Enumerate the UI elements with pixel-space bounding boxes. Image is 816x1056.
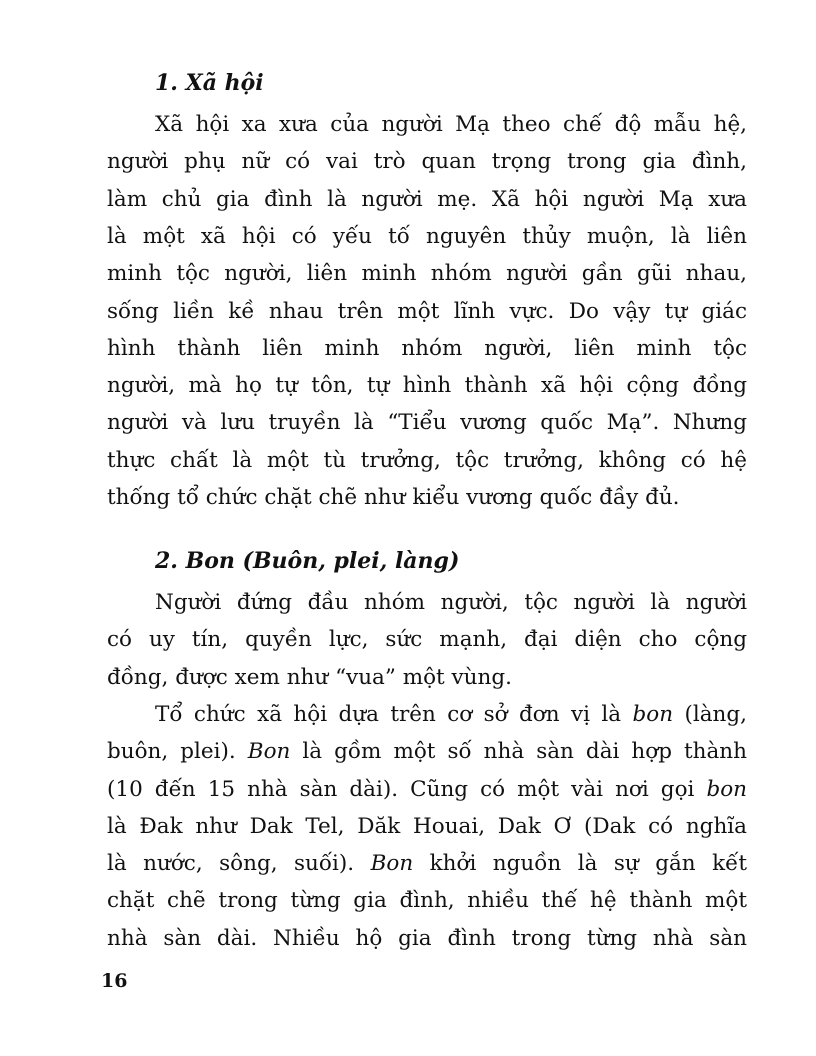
text-segment: khởi nguồn là sự gắn kết	[413, 851, 747, 877]
text-segment: hình thành liên minh nhóm người, liên minh tộc	[107, 335, 747, 361]
section-heading: 2. Bon (Buôn, plei, làng)	[155, 548, 460, 574]
text-line	[107, 147, 747, 177]
text-segment: (làng,	[673, 701, 747, 727]
text-segment: buôn, plei).	[107, 739, 248, 765]
text-segment: người và lưu truyền là “Tiểu vương quốc Mạ”. Nhưng	[107, 410, 747, 436]
text-segment: có uy tín, quyền lực, sức mạnh, đại diện cho cộng	[107, 627, 747, 653]
text-line	[107, 663, 747, 693]
text-segment: chặt chẽ trong từng gia đình, nhiều thế hệ thành một	[107, 888, 747, 914]
text-line	[107, 222, 747, 252]
text-line	[107, 446, 747, 476]
text-segment: người phụ nữ có vai trò quan trọng trong gia đình,	[107, 149, 747, 175]
text-line	[107, 886, 747, 916]
text-segment: đồng, được xem như “vua” một vùng.	[107, 664, 512, 690]
text-line	[107, 625, 747, 655]
text-line	[107, 334, 747, 364]
italic-term: Bon	[370, 851, 414, 877]
text-segment: nhà sàn dài. Nhiều hộ gia đình trong từng nhà sàn	[107, 925, 747, 951]
section-heading: 1. Xã hội	[155, 70, 264, 96]
page-number: 16	[101, 970, 128, 992]
text-line	[107, 812, 747, 842]
text-segment: là nước, sông, suối).	[107, 851, 371, 877]
text-segment: là một xã hội có yếu tố nguyên thủy muộn, là liên	[107, 223, 747, 249]
text-line	[107, 259, 747, 289]
text-line	[107, 924, 747, 954]
text-segment: thực chất là một tù trưởng, tộc trưởng, không có hệ	[107, 447, 747, 473]
text-line	[107, 185, 747, 215]
text-segment: người, mà họ tự tôn, tự hình thành xã hội cộng đồng	[107, 373, 747, 399]
text-line	[107, 297, 747, 327]
text-line	[107, 371, 747, 401]
text-segment: (10 đến 15 nhà sàn dài). Cũng có một vài nơi gọi	[107, 776, 707, 802]
text-segment: Người đứng đầu nhóm người, tộc người là người	[155, 590, 747, 615]
text-segment: là Đak như Dak Tel, Dăk Houai, Dak Ơ (Dak có nghĩa	[107, 813, 747, 839]
text-segment: sống liền kề nhau trên một lĩnh vực. Do vậy tự giác	[107, 298, 747, 324]
text-segment: làm chủ gia đình là người mẹ. Xã hội người Mạ xưa	[107, 186, 747, 212]
text-line	[107, 775, 747, 805]
text-line	[107, 737, 747, 767]
text-line	[107, 408, 747, 438]
text-segment: minh tộc người, liên minh nhóm người gần gũi nhau,	[107, 261, 747, 287]
italic-term: bon	[706, 776, 747, 802]
text-segment: là gồm một số nhà sàn dài hợp thành	[290, 739, 747, 765]
text-segment: Xã hội xa xưa của người Mạ theo chế độ mẫu hệ,	[155, 112, 747, 137]
italic-term: Bon	[247, 739, 291, 765]
text-line	[155, 700, 747, 730]
text-line	[107, 483, 747, 513]
text-line	[155, 588, 747, 618]
text-line	[107, 849, 747, 879]
text-segment: thống tổ chức chặt chẽ như kiểu vương quốc đầy đủ.	[107, 485, 680, 510]
text-segment: Tổ chức xã hội dựa trên cơ sở đơn vị là	[155, 701, 633, 727]
italic-term: bon	[632, 701, 674, 727]
text-line	[155, 110, 747, 140]
